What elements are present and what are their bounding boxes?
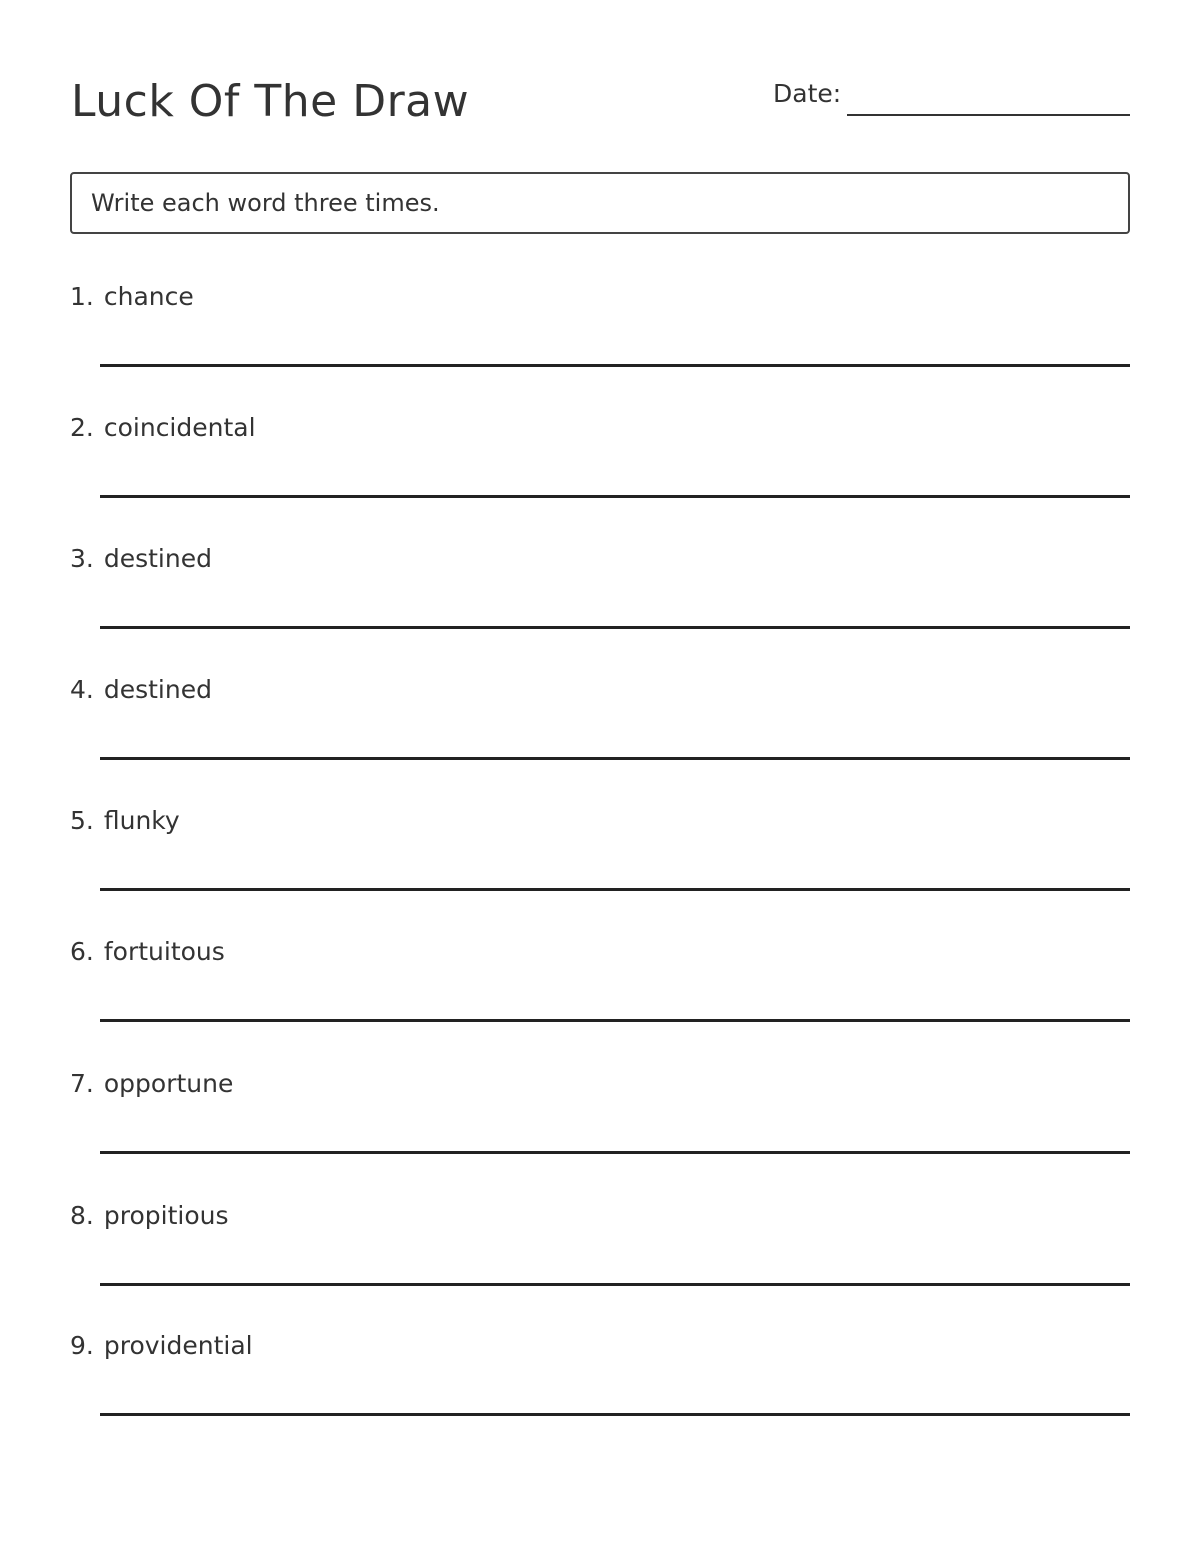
list-item [70, 934, 1130, 1054]
instructions-text: Write each word three times. [91, 189, 440, 217]
item-number: 6. [70, 937, 94, 966]
date-input-line[interactable] [847, 114, 1130, 116]
item-number: 9. [70, 1331, 94, 1360]
item-number: 7. [70, 1069, 94, 1098]
word-entry [70, 541, 212, 577]
list-item [70, 1328, 1130, 1448]
item-number: 2. [70, 413, 94, 442]
list-item [70, 672, 1130, 792]
word-entry [70, 672, 212, 708]
writing-line[interactable] [100, 626, 1130, 629]
word-entry [70, 410, 256, 446]
item-number: 8. [70, 1201, 94, 1230]
writing-line[interactable] [100, 1413, 1130, 1416]
instructions-box [70, 172, 1130, 234]
list-item [70, 803, 1130, 923]
word-entry [70, 279, 194, 315]
word-entry [70, 803, 180, 839]
list-item [70, 541, 1130, 661]
item-word: chance [103, 282, 194, 311]
date-label: Date: [773, 79, 842, 108]
writing-line[interactable] [100, 888, 1130, 891]
word-entry [70, 1066, 233, 1102]
item-word: coincidental [103, 413, 256, 442]
item-word: destined [103, 544, 212, 573]
writing-line[interactable] [100, 1283, 1130, 1286]
page-title: Luck Of The Draw [71, 76, 470, 127]
writing-line[interactable] [100, 757, 1130, 760]
item-word: fortuitous [103, 937, 225, 966]
word-entry [70, 934, 225, 970]
writing-line[interactable] [100, 1151, 1130, 1154]
item-word: opportune [103, 1069, 234, 1098]
item-word: propitious [103, 1201, 229, 1230]
item-word: destined [103, 675, 212, 704]
word-entry [70, 1328, 253, 1364]
writing-line[interactable] [100, 1019, 1130, 1022]
list-item [70, 1198, 1130, 1318]
list-item [70, 1066, 1130, 1186]
list-item [70, 279, 1130, 399]
writing-line[interactable] [100, 364, 1130, 367]
item-word: providential [103, 1331, 253, 1360]
item-word: flunky [103, 806, 180, 835]
list-item [70, 410, 1130, 530]
item-number: 1. [70, 282, 94, 311]
item-number: 3. [70, 544, 94, 573]
writing-line[interactable] [100, 495, 1130, 498]
word-entry [70, 1198, 228, 1234]
item-number: 4. [70, 675, 94, 704]
item-number: 5. [70, 806, 94, 835]
